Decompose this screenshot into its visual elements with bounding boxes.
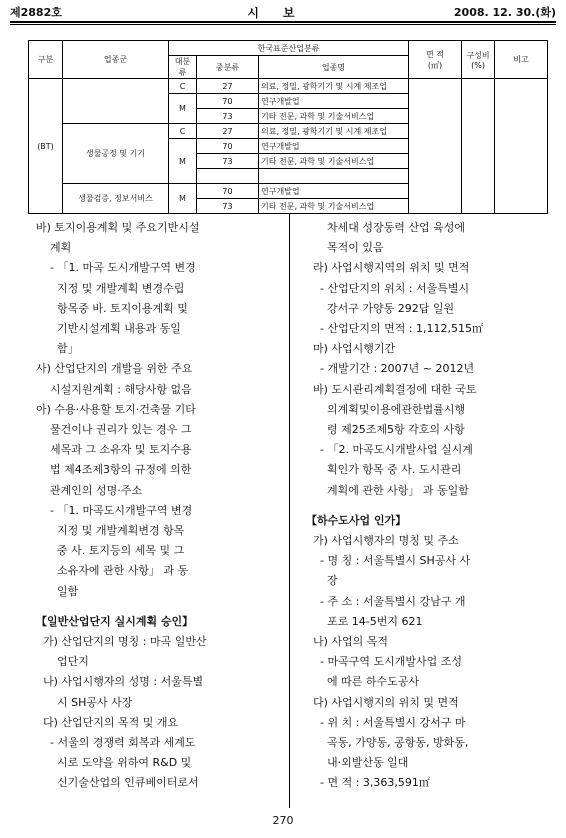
text-line: 가) 사업시행자의 명칭 및 주소: [306, 534, 459, 548]
text-line: 곡동, 가양동, 공항동, 방화동,: [306, 736, 469, 750]
table-cell: 기타 전문, 과학 및 기술서비스업: [259, 199, 409, 214]
text-line: 목적이 있음: [306, 241, 384, 255]
page-number: 270: [272, 814, 294, 827]
text-line: 바) 도시관리계획결정에 대한 국토: [306, 382, 477, 396]
text-line: - 「1. 마곡 도시개발구역 변경: [36, 261, 196, 275]
th-upjong: 업종군: [63, 41, 169, 79]
header-rule-thin: [10, 24, 556, 25]
th-ksic: 한국표준산업분류: [169, 41, 409, 56]
issue-date: 2008. 12. 30.(화): [453, 6, 556, 19]
table-cell: 기타 전문, 과학 및 기술서비스업: [259, 154, 409, 169]
text-line: - 명 칭 : 서울특별시 SH공사 사: [306, 554, 471, 568]
table-cell: 70: [197, 94, 259, 109]
text-line: 가) 산업단지의 명칭 : 마곡 일반산: [36, 635, 207, 649]
text-line: 아) 수용·사용할 토지·건축물 기타: [36, 402, 196, 416]
text-line: 물건이나 권리가 있는 경우 그: [36, 423, 192, 437]
text-line: - 서울의 경쟁력 회복과 세계도: [36, 736, 196, 750]
text-line: 함」: [36, 342, 79, 356]
group-3: 생물검증, 정보서비스: [63, 184, 169, 214]
th-jung: 중분류: [197, 56, 259, 79]
text-line: 세목과 그 소유자 및 토지수용: [36, 443, 192, 457]
table-cell: C: [169, 124, 197, 139]
table-cell: 27: [197, 79, 259, 94]
text-line: 의계획및이용에관한법률시행: [306, 402, 466, 416]
group-2: 생물공정 및 기기: [63, 124, 169, 184]
text-line: 소유자에 관한 사항」 과 동: [36, 564, 189, 578]
table-cell: 의료, 정밀, 광학기기 및 시계 제조업: [259, 124, 409, 139]
text-line: 지정 및 개발계획변경 항목: [36, 524, 185, 538]
text-line: 강서구 가양동 292답 일원: [306, 301, 455, 315]
ratio-cell: [462, 79, 495, 214]
area-cell: [409, 79, 462, 214]
text-line: - 「2. 마곡도시개발사업 실시계: [306, 443, 473, 457]
text-line: 장: [306, 574, 338, 588]
th-name: 업종명: [259, 56, 409, 79]
note-cell: [495, 79, 548, 214]
text-line: 업단지: [36, 655, 89, 669]
text-line: 시로 도약을 위하여 R&D 및: [36, 756, 192, 770]
table-cell: 연구개발업: [259, 139, 409, 154]
text-line: - 산업단지의 위치 : 서울특별시: [306, 281, 470, 295]
th-dae: 대분류: [169, 56, 197, 79]
text-line: 획인가 항목 중 사. 도시관리: [306, 463, 462, 477]
bt-cell: (BT): [29, 79, 63, 214]
text-line: 관계인의 성명·주소: [36, 483, 142, 497]
text-line: 바) 토지이용계획 및 주요기반시설: [36, 221, 200, 234]
text-line: 중 사. 토지등의 세목 및 그: [36, 544, 185, 558]
table-cell: 27: [197, 124, 259, 139]
text-line: 신기술산업의 인큐베이터로서: [36, 776, 199, 790]
table-cell: M: [169, 139, 197, 184]
text-line: - 면 적 : 3,363,591㎡: [306, 776, 430, 790]
text-line: 지정 및 개발계획 변경수립: [36, 281, 185, 295]
gazette-title: 시보: [247, 6, 319, 20]
text-line: 내·외발산동 일대: [306, 756, 409, 770]
table-cell: 의료, 정밀, 광학기기 및 시계 제조업: [259, 79, 409, 94]
text-line: 일함: [36, 584, 79, 598]
text-line: - 개발기간 : 2007년 ~ 2012년: [306, 362, 475, 376]
group-1: [63, 79, 169, 124]
table-cell: 기타 전문, 과학 및 기술서비스업: [259, 109, 409, 124]
text-line: 시설지원계획 : 해당사항 없음: [36, 382, 192, 396]
text-line: 기반시설계획 내용과 동일: [36, 322, 181, 336]
table-cell: [259, 169, 409, 184]
table-cell: 73: [197, 154, 259, 169]
table-cell: [197, 169, 259, 184]
text-line: 다) 사업시행지의 위치 및 면적: [306, 695, 459, 709]
column-divider: [289, 213, 290, 808]
right-column: [306, 218, 538, 794]
text-line: - 마곡구역 도시개발사업 조성: [306, 655, 462, 669]
th-gubun: 구분: [29, 41, 63, 79]
text-line: - 「1. 마곡도시개발구역 변경: [36, 503, 193, 517]
text-line: 나) 사업시행자의 성명 : 서울특별: [36, 675, 204, 689]
table-cell: 연구개발업: [259, 94, 409, 109]
section-heading: 【하수도사업 인가】: [306, 513, 407, 527]
table-cell: 73: [197, 199, 259, 214]
text-line: - 산업단지의 면적 : 1,112,515㎡: [306, 322, 484, 336]
table-cell: M: [169, 94, 197, 124]
table-cell: M: [169, 184, 197, 214]
industry-table: [28, 40, 548, 214]
text-line: 사) 산업단지의 개발을 위한 주요: [36, 362, 193, 376]
text-line: 계획에 관한 사항」 과 동일함: [306, 483, 469, 497]
table-cell: 연구개발업: [259, 184, 409, 199]
text-line: 라) 사업시행지역의 위치 및 면적: [306, 261, 470, 275]
text-line: 령 제25조제5항 각호의 사항: [306, 423, 465, 437]
text-line: 항목중 바. 토지이용계획 및: [36, 301, 188, 315]
text-line: 에 따른 하수도공사: [306, 675, 419, 689]
table-cell: C: [169, 79, 197, 94]
th-area: 면 적 (㎡): [409, 41, 462, 79]
text-line: - 위 치 : 서울특별시 강서구 마: [306, 715, 466, 729]
table-cell: 70: [197, 184, 259, 199]
section-heading: 【일반산업단지 실시계획 승인】: [36, 614, 194, 628]
text-line: 포로 14-5번지 621: [306, 614, 423, 628]
issue-number: 제2882호: [10, 6, 62, 19]
page-header: [10, 4, 556, 22]
text-line: - 주 소 : 서울특별시 강남구 개: [306, 594, 466, 608]
th-ratio: 구성비 (%): [462, 41, 495, 79]
table-cell: 70: [197, 139, 259, 154]
table-cell: 73: [197, 109, 259, 124]
text-line: 마) 사업시행기간: [306, 342, 396, 356]
text-line: 계획: [36, 241, 72, 255]
text-line: 법 제4조제3항의 규정에 의한: [36, 463, 192, 477]
th-note: 비고: [495, 41, 548, 79]
header-rule: [10, 21, 556, 23]
text-line: 나) 사업의 목적: [306, 635, 389, 649]
text-line: 차세대 성장동력 산업 육성에: [306, 221, 465, 234]
text-line: 시 SH공사 사장: [36, 695, 133, 709]
left-column: [36, 218, 272, 794]
text-line: 다) 산업단지의 목적 및 개요: [36, 715, 179, 729]
